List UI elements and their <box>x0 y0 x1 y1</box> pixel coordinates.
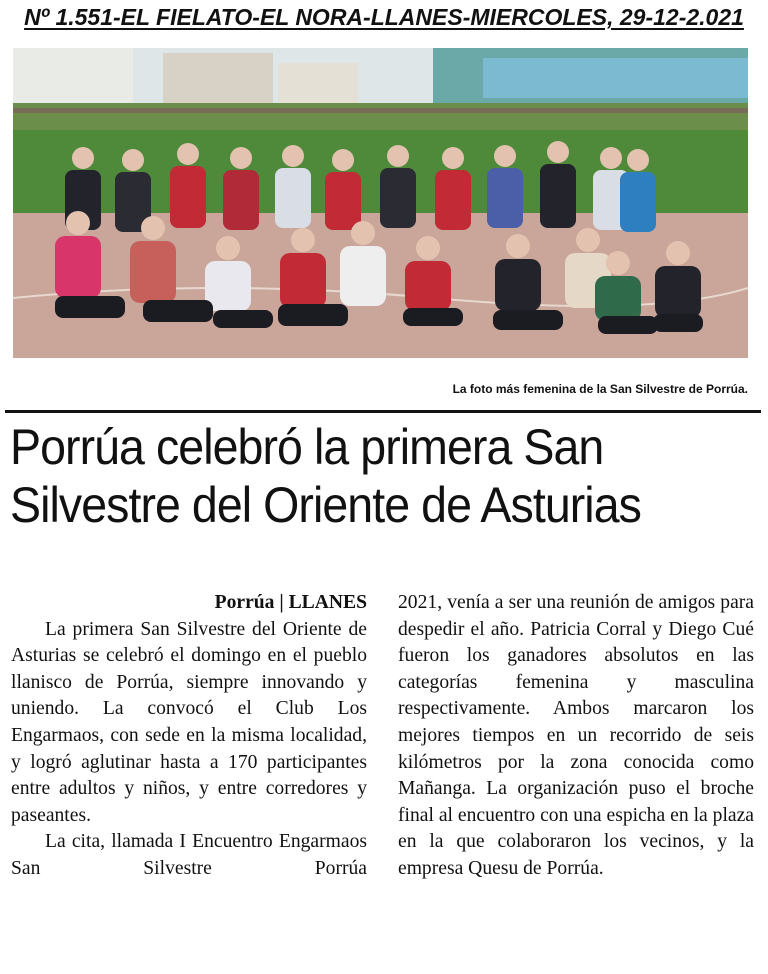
article-paragraph-1: La primera San Silvestre del Oriente de Asturias se celebró el domingo en el pueblo llanisco de Porrúa, siempre innovando y uniendo. La convocó el Club Los Engarmaos, con sede en la misma localidad, y logró aglutinar hasta a 170 participantes entre adultos y niños, y entre corredores y paseantes. <box>11 618 367 826</box>
article-column-right <box>398 590 754 883</box>
byline: Porrúa | LLANES <box>214 592 367 613</box>
article-paragraph-3: 2021, venía a ser una reunión de amigos para despedir el año. Patricia Corral y Diego Cué fueron los ganadores absolutos en las categorías femenina y masculina respectivamente. Ambos marcaron los mejores tiempos en un recorrido de seis kilómetros por la zona conocida como Mañanga. La organización puso el broche final al encuentro con una espicha en la plaza en la que colaboraron los vecinos, y la empresa Quesu de Porrúa. <box>398 592 754 879</box>
headline-line-2: Silvestre del Oriente de Asturias <box>10 477 641 533</box>
issue-line: Nº 1.551-EL FIELATO-EL NORA-LLANES-MIERCOLES, 29-12-2.021 <box>24 4 744 30</box>
article-paragraph-2: La cita, llamada I Encuentro Engarmaos San Silvestre Porrúa <box>11 831 367 879</box>
photo-caption: La foto más femenina de la San Silvestre de Porrúa. <box>452 382 748 396</box>
masthead <box>0 0 768 44</box>
article-column-left <box>11 590 367 883</box>
section-divider <box>5 410 761 413</box>
group-photo-illustration <box>13 48 748 358</box>
headline <box>10 418 708 534</box>
group-photo <box>13 48 748 358</box>
headline-line-1: Porrúa celebró la primera San <box>10 419 604 475</box>
